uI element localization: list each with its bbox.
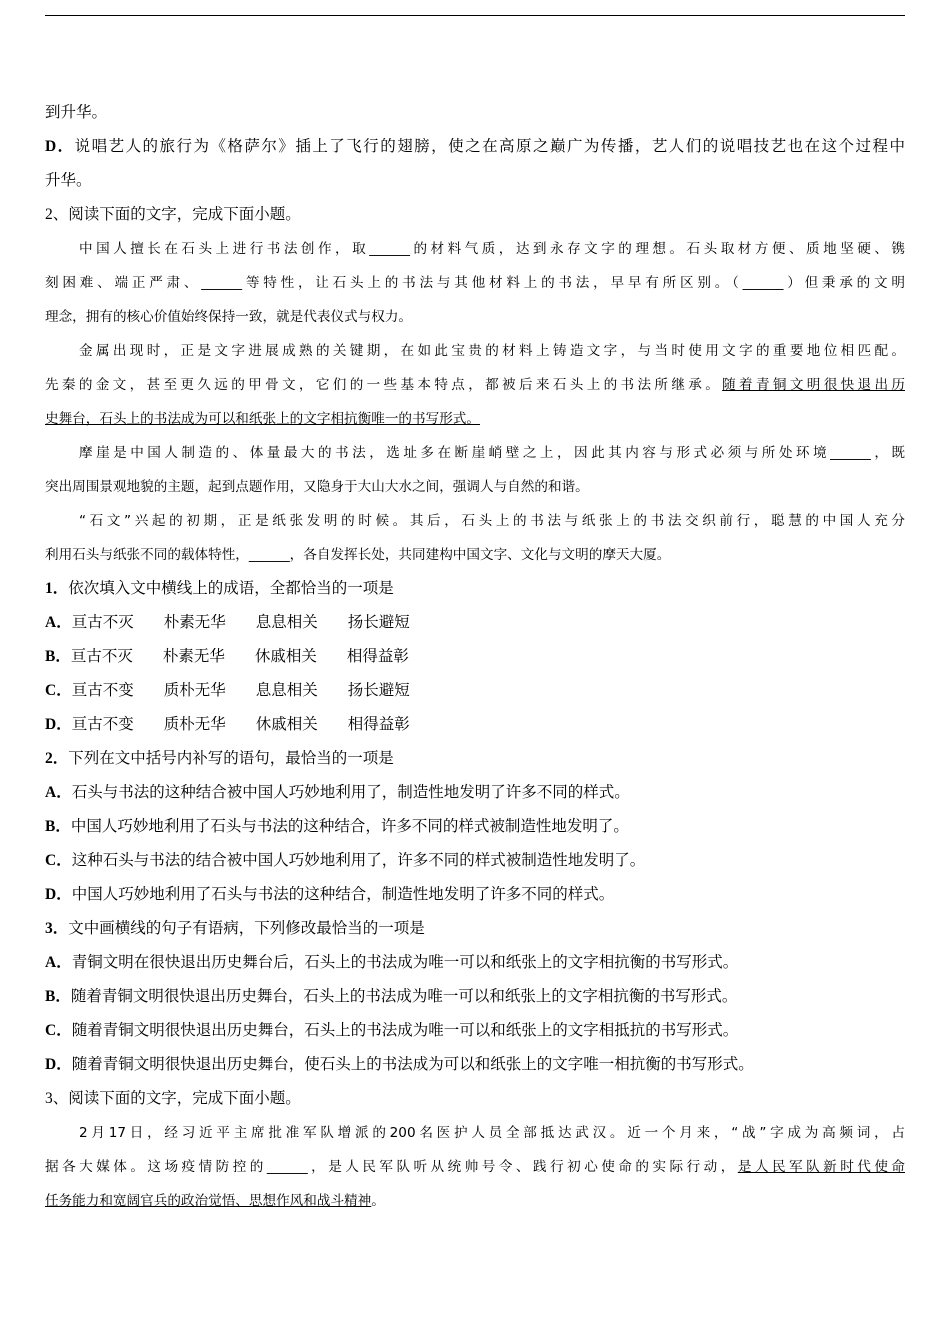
q3-option-b[interactable]: B．随着青铜文明很快退出历史舞台，石头上的书法成为唯一可以和纸张上的文字相抗衡的书写形式。 [45,988,738,1005]
question-stem: 3．文中画横线的句子有语病，下列修改最恰当的一项是 [45,920,425,937]
q2-option-a[interactable]: A．石头与书法的这种结合被中国人巧妙地利用了，制造性地发明了许多不同的样式。 [45,784,630,801]
passage-line [45,402,905,436]
passage-line: 金属出现时，正是文字进展成熟的关键期，在如此宝贵的材料上铸造文字，与当时使用文字的重要地位相匹配。 [79,343,905,359]
q1-option-b[interactable]: B．亘古不灭 朴素无华 休戚相关 相得益彰 [45,648,409,665]
q3-option-c[interactable]: C．随着青铜文明很快退出历史舞台，石头上的书法成为唯一可以和纸张上的文字相抵抗的书写形式。 [45,1022,739,1039]
prev-option-d-line1: D．说唱艺人的旅行为《格萨尔》插上了飞行的翅膀，使之在高原之巅广为传播，艺人们的说唱技艺也在这个过程中 [45,138,905,155]
question-stem: 1．依次填入文中横线上的成语，全都恰当的一项是 [45,580,394,597]
passage-line: 突出周围景观地貌的主题，起到点题作用，又隐身于大山大水之间，强调人与自然的和谐。 [45,479,589,495]
q2-option-b[interactable]: B．中国人巧妙地利用了石头与书法的这种结合，许多不同的样式被制造性地发明了。 [45,818,629,835]
q2-option-d[interactable]: D．中国人巧妙地利用了石头与书法的这种结合，制造性地发明了许多不同的样式。 [45,886,615,903]
q1-option-a[interactable]: A．亘古不灭 朴素无华 息息相关 扬长避短 [45,614,410,631]
passage-line: 理念，拥有的核心价值始终保持一致，就是代表仪式与权力。 [45,309,413,325]
passage-line: “石文”兴起的初期，正是纸张发明的时候。其后，石头上的书法与纸张上的书法交织前行，聪慧的中国人充分 [79,513,905,529]
passage-line: 刻困难、端正严肃、______等特性，让石头上的书法与其他材料上的书法，早早有所区别。（______）但秉承的文明 [45,275,905,291]
passage-line: 摩崖是中国人制造的、体量最大的书法，选址多在断崖峭壁之上，因此其内容与形式必须与所处环境______，既 [79,445,905,461]
q1-option-d[interactable]: D．亘古不变 质朴无华 休戚相关 相得益彰 [45,716,410,733]
passage-line: 2月17日，经习近平主席批准军队增派的200名医护人员全部抵达武汉。近一个月来，“战”字成为高频词，占 [79,1125,905,1141]
q2-option-c[interactable]: C．这种石头与书法的结合被中国人巧妙地利用了，许多不同的样式被制造性地发明了。 [45,852,646,869]
underlined-sentence: 任务能力和宽阔官兵的政治觉悟、思想作风和战斗精神 [45,1193,372,1209]
q3-option-d[interactable]: D．随着青铜文明很快退出历史舞台，使石头上的书法成为可以和纸张上的文字唯一相抗衡的书写形式。 [45,1056,754,1073]
prev-option-d-line2: 升华。 [45,172,92,189]
underlined-sentence: 是人民军队新时代使命 [737,1159,906,1175]
header-rule [45,15,905,16]
passage-line: 中国人擅长在石头上进行书法创作，取______的材料气质，达到永存文字的理想。石头取材方便、质地坚硬、镌 [79,241,905,257]
q1-option-c[interactable]: C．亘古不变 质朴无华 息息相关 扬长避短 [45,682,410,699]
option-label: D． [45,138,75,155]
passage-line: 据各大媒体。这场疫情防控的______，是人民军队听从统帅号令、践行初心使命的实际行动，是人民军队新时代使命 [45,1159,906,1175]
passage-line: 先秦的金文，甚至更久远的甲骨文，它们的一些基本特点，都被后来石头上的书法所继承。随着青铜文明很快退出历 [45,377,905,393]
q3-option-a[interactable]: A．青铜文明在很快退出历史舞台后，石头上的书法成为唯一可以和纸张上的文字相抗衡的书写形式。 [45,954,739,971]
passage-line: 利用石头与纸张不同的载体特性，______，各自发挥长处，共同建构中国文字、文化与文明的摩天大厦。 [45,547,671,563]
question-stem: 2．下列在文中括号内补写的语句，最恰当的一项是 [45,750,394,767]
section3-heading: 3、阅读下面的文字，完成下面小题。 [45,1090,301,1107]
section2-heading: 2、阅读下面的文字，完成下面小题。 [45,206,301,223]
underlined-sentence: 史舞台，石头上的书法成为可以和纸张上的文字相抗衡唯一的书写形式。 [45,411,480,427]
underlined-sentence: 随着青铜文明很快退出历 [722,377,905,393]
passage-line: 任务能力和宽阔官兵的政治觉悟、思想作风和战斗精神。 [45,1193,385,1209]
prev-tail-line: 到升华。 [45,104,108,121]
page-content [45,96,905,1218]
